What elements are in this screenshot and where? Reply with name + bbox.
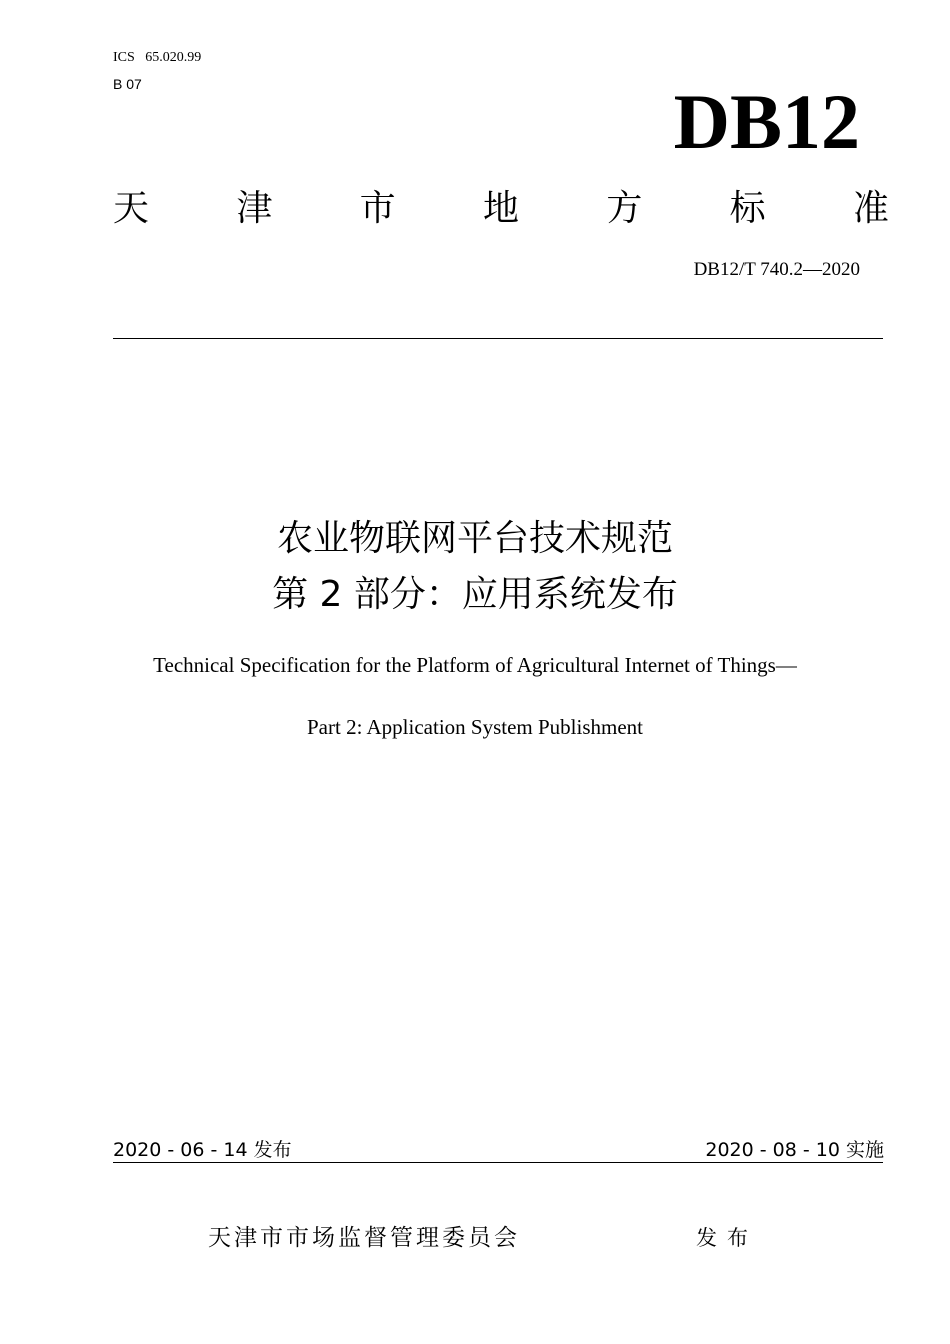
standard-type-char: 市 [359, 188, 396, 229]
footer-divider [113, 1162, 883, 1163]
standard-type-heading [113, 185, 889, 235]
title-chinese-line1: 农业物联网平台技术规范 [276, 518, 673, 559]
standard-number: DB12/T 740.2—2020 [693, 259, 860, 280]
title-chinese-line2: 第 2 部分：应用系统发布 [272, 574, 678, 615]
implementation-date: 2020 - 08 - 10 实施 [705, 1139, 884, 1161]
standard-type-char: 地 [482, 188, 519, 229]
standard-type-char: 方 [606, 188, 643, 229]
issue-label: 发布 [696, 1226, 758, 1250]
title-english-line1: Technical Specification for the Platform of Agricultural Internet of Things— [153, 653, 797, 677]
issuing-authority: 天津市市场监督管理委员会 [208, 1225, 520, 1251]
standard-type-char: 津 [236, 188, 273, 229]
title-english-line2: Part 2: Application System Publishment [307, 715, 643, 739]
standard-type-char: 准 [852, 188, 889, 229]
ccs-classification: B 07 [113, 76, 142, 92]
issue-date: 2020 - 06 - 14 发布 [113, 1139, 292, 1161]
standard-code-logo: DB12 [673, 78, 860, 165]
header-divider [113, 338, 883, 339]
ics-classification: ICS 65.020.99 [113, 50, 202, 65]
standard-type-char: 天 [113, 188, 150, 229]
standard-type-char: 标 [729, 188, 766, 229]
